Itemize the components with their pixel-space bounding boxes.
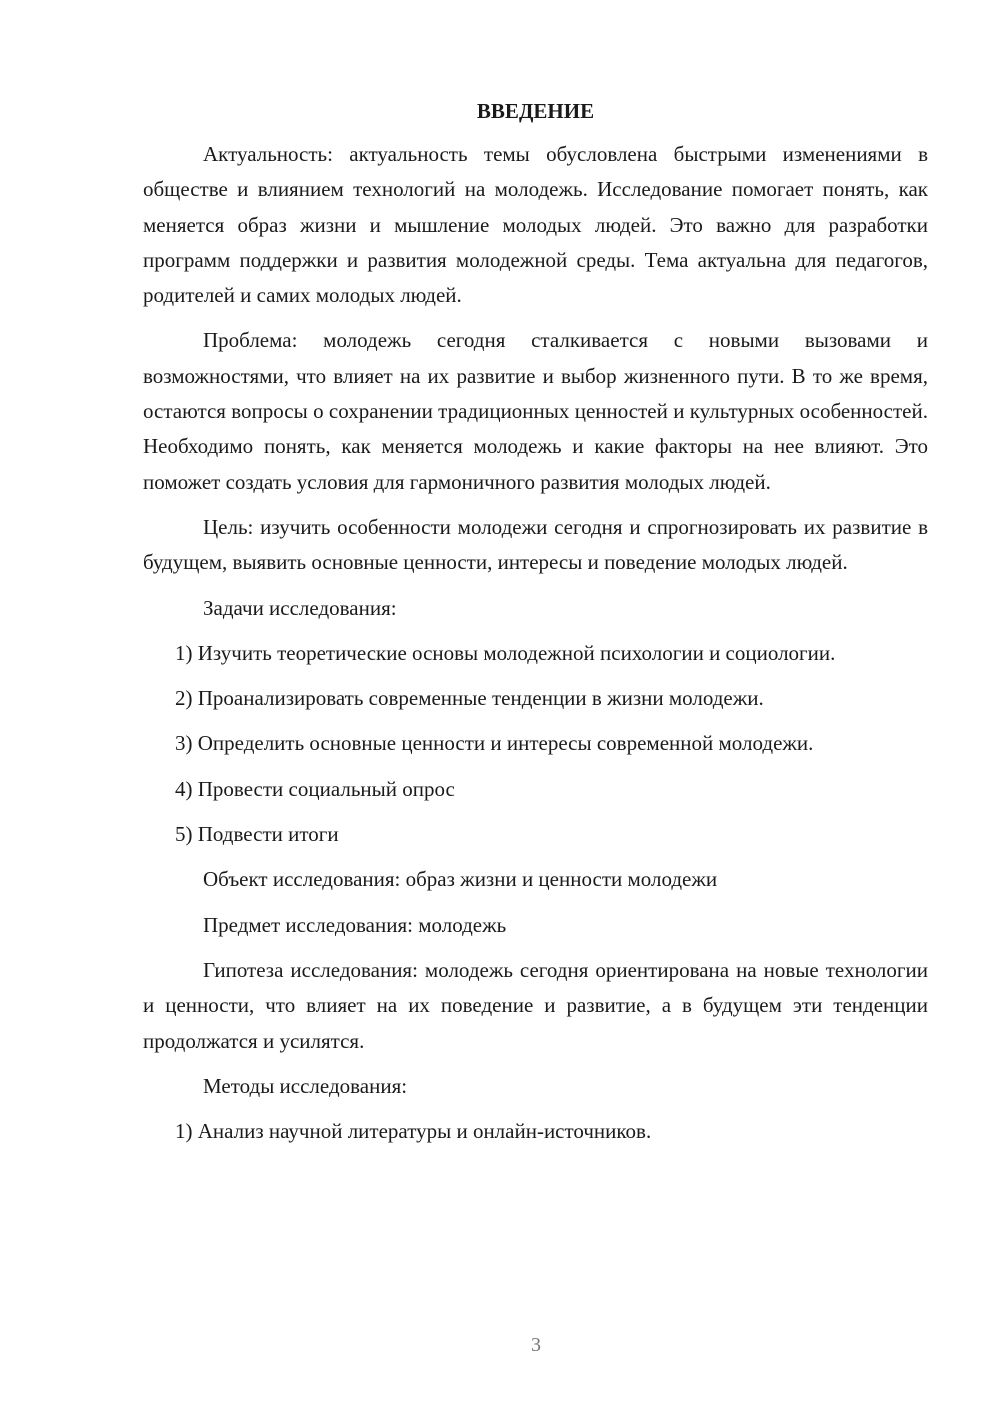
section-title: ВВЕДЕНИЕ: [476, 99, 595, 123]
task-item-3: 3) Определить основные ценности и интересы современной молодежи.: [175, 731, 814, 756]
task-item-5: 5) Подвести итоги: [175, 822, 339, 847]
task-item-4: 4) Провести социальный опрос: [175, 776, 455, 801]
relevance-paragraph: Актуальность: актуальность темы обусловлена быстрыми изменениями в обществе и влиянием технологий на молодежь. Исследование помогает понять, как меняется образ жизни и мышление молодых людей. Это важно для разработки программ поддержки и развития молодежной среды. Тема актуальна для педагогов, родителей и самих молодых людей.: [143, 142, 928, 308]
problem-paragraph: Проблема: молодежь сегодня сталкивается с новыми вызовами и возможностями, что влияет на их развитие и выбор жизненного пути. В то же время, остаются вопросы о сохранении традиционных ценностей и культурных особенностей. Необходимо понять, как меняется молодежь и какие факторы на нее влияют. Это поможет создать условия для гармоничного развития молодых людей.: [143, 328, 928, 494]
hypothesis-paragraph: Гипотеза исследования: молодежь сегодня ориентирована на новые технологии и ценности, что влияет на их поведение и развитие, а в будущем эти тенденции продолжатся и усилятся.: [143, 957, 928, 1053]
goal-paragraph: Цель: изучить особенности молодежи сегодня и спрогнозировать их развитие в будущем, выявить основные ценности, интересы и поведение молодых людей.: [143, 514, 928, 575]
document-page: [143, 94, 928, 1149]
method-item-1: 1) Анализ научной литературы и онлайн-источников.: [175, 1119, 652, 1144]
subject-paragraph: Предмет исследования: молодежь: [203, 912, 507, 937]
object-paragraph: Объект исследования: образ жизни и ценности молодежи: [203, 867, 718, 892]
task-item-1: 1) Изучить теоретические основы молодежной психологии и социологии.: [175, 640, 836, 665]
task-item-2: 2) Проанализировать современные тенденции в жизни молодежи.: [175, 686, 764, 711]
page-number: 3: [531, 1334, 541, 1356]
methods-heading: Методы исследования:: [203, 1073, 408, 1098]
tasks-heading: Задачи исследования:: [203, 595, 397, 620]
